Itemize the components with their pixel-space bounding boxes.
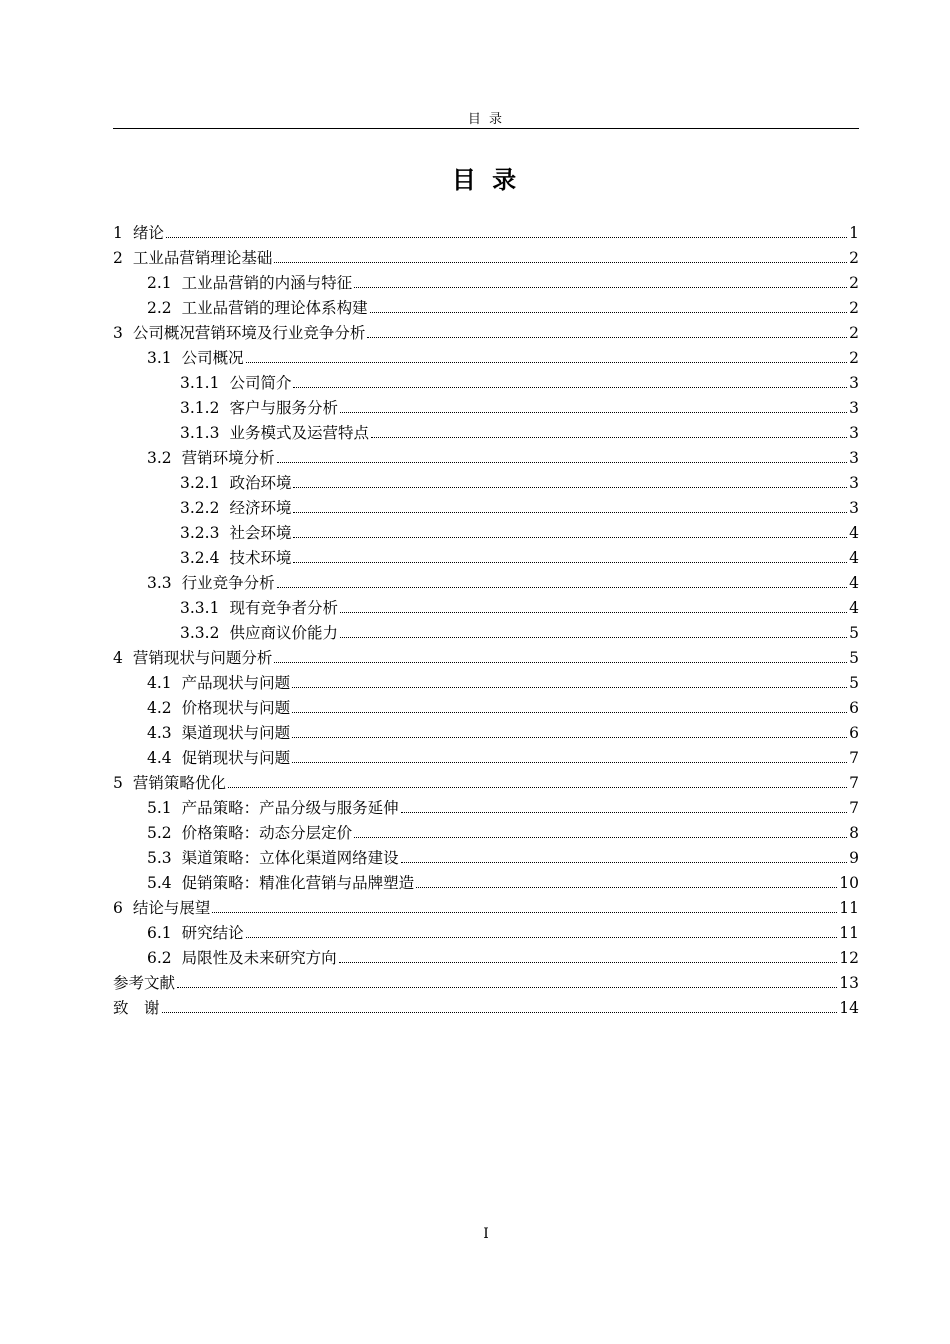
toc-entry-page: 4 <box>849 549 859 567</box>
toc-entry-page: 2 <box>849 249 859 267</box>
toc-entry[interactable] <box>113 993 859 1018</box>
dot-leader <box>246 937 838 938</box>
toc-entry-page: 5 <box>849 649 859 667</box>
toc-entry-number: 5.2 <box>147 824 172 842</box>
dot-leader <box>354 837 847 838</box>
toc-entry-number: 3.1 <box>147 349 172 367</box>
toc-entry-number: 3.2.3 <box>180 524 220 542</box>
toc-entry[interactable] <box>113 543 859 568</box>
toc-entry-number: 4 <box>113 649 123 667</box>
toc-entry-text <box>113 773 226 793</box>
toc-entry-title: 促销现状与问题 <box>181 749 291 767</box>
toc-entry-page: 5 <box>849 674 859 692</box>
toc-entry-page: 3 <box>849 399 859 417</box>
toc-entry-text <box>180 423 369 443</box>
page-number: I <box>483 1226 489 1242</box>
toc-entry-text <box>113 223 164 243</box>
toc-entry-text <box>147 573 275 593</box>
toc-entry[interactable] <box>113 293 859 318</box>
toc-entry-page: 4 <box>849 524 859 542</box>
dot-leader <box>293 512 847 513</box>
toc-entry-text <box>147 698 290 718</box>
toc-entry[interactable] <box>113 218 859 243</box>
toc-entry[interactable] <box>113 393 859 418</box>
toc-entry-page: 7 <box>849 749 859 767</box>
toc-entry-page: 4 <box>849 574 859 592</box>
toc-entry-page: 3 <box>849 499 859 517</box>
toc-entry-number: 5.3 <box>147 849 172 867</box>
toc-entry-text <box>147 673 290 693</box>
dot-leader <box>339 962 838 963</box>
dot-leader <box>246 362 847 363</box>
toc-entry-page: 5 <box>849 624 859 642</box>
toc-entry-page: 11 <box>839 924 859 942</box>
dot-leader <box>293 562 847 563</box>
toc-entry[interactable] <box>113 493 859 518</box>
toc-entry-page: 7 <box>849 774 859 792</box>
toc-entry-page: 2 <box>849 349 859 367</box>
dot-leader <box>292 687 847 688</box>
toc-entry-number: 3.2.4 <box>180 549 220 567</box>
toc-entry-page: 14 <box>839 999 859 1017</box>
toc-entry-number: 6.1 <box>147 924 172 942</box>
dot-leader <box>292 762 847 763</box>
toc-entry[interactable] <box>113 268 859 293</box>
toc-entry-number: 3.1.3 <box>180 424 220 442</box>
toc-entry-title: 渠道策略：立体化渠道网络建设 <box>181 849 399 867</box>
toc-entry-number: 4.1 <box>147 674 172 692</box>
toc-entry-page: 10 <box>839 874 859 892</box>
toc-entry-title: 研究结论 <box>181 924 244 942</box>
toc-entry-text <box>147 748 290 768</box>
toc-entry-text <box>147 923 244 943</box>
toc-entry[interactable] <box>113 718 859 743</box>
dot-leader <box>293 487 847 488</box>
toc-entry-text <box>113 898 210 918</box>
toc-entry-title: 公司概况营销环境及行业竞争分析 <box>132 324 366 342</box>
dot-leader <box>277 462 847 463</box>
toc-entry-page: 3 <box>849 424 859 442</box>
running-header: 目 录 <box>467 112 505 127</box>
toc-entry-title: 促销策略：精准化营销与品牌塑造 <box>181 874 415 892</box>
toc-entry[interactable] <box>113 918 859 943</box>
toc-entry-text <box>180 548 291 568</box>
toc-entry-number: 1 <box>113 224 123 242</box>
toc-entry-page: 2 <box>849 299 859 317</box>
toc-entry-text <box>147 298 368 318</box>
toc-entry-title: 社会环境 <box>229 524 292 542</box>
dot-leader <box>416 887 837 888</box>
toc-entry-title: 业务模式及运营特点 <box>229 424 369 442</box>
toc-entry-text <box>113 323 365 343</box>
toc-entry-title: 营销环境分析 <box>181 449 275 467</box>
toc-entry[interactable] <box>113 668 859 693</box>
dot-leader <box>292 737 847 738</box>
toc-entry-number: 6.2 <box>147 949 172 967</box>
toc-entry-text <box>147 723 290 743</box>
toc-entry-page: 6 <box>849 724 859 742</box>
toc-entry-title: 政治环境 <box>229 474 292 492</box>
toc-entry[interactable] <box>113 368 859 393</box>
toc-entry[interactable] <box>113 943 859 968</box>
toc-entry-page: 8 <box>849 824 859 842</box>
dot-leader <box>166 237 847 238</box>
toc-entry-title: 工业品营销理论基础 <box>132 249 273 267</box>
toc-entry-number: 3.3.1 <box>180 599 220 617</box>
toc-entry-title: 公司概况 <box>181 349 244 367</box>
toc-entry[interactable] <box>113 743 859 768</box>
dot-leader <box>274 662 847 663</box>
dot-leader <box>277 587 847 588</box>
toc-entry-page: 3 <box>849 449 859 467</box>
toc-entry-number: 5.1 <box>147 799 172 817</box>
toc-entry-number: 2.2 <box>147 299 172 317</box>
toc-entry-page: 12 <box>839 949 859 967</box>
toc-entry[interactable] <box>113 768 859 793</box>
toc-entry-number: 5.4 <box>147 874 172 892</box>
toc-entry-number: 4.2 <box>147 699 172 717</box>
dot-leader <box>293 387 847 388</box>
header-rule <box>113 128 859 129</box>
toc-entry-title: 致 谢 <box>113 999 160 1017</box>
toc-entry-page: 3 <box>849 474 859 492</box>
toc-entry[interactable] <box>113 593 859 618</box>
toc-entry-text <box>147 823 352 843</box>
toc-entry-text <box>147 798 399 818</box>
dot-leader <box>340 637 847 638</box>
toc-entry[interactable] <box>113 468 859 493</box>
dot-leader <box>354 287 847 288</box>
toc-entry-title: 绪论 <box>132 224 164 242</box>
toc-entry-text <box>113 648 272 668</box>
toc-entry[interactable] <box>113 643 859 668</box>
toc-entry-title: 产品现状与问题 <box>181 674 291 692</box>
toc-entry-number: 3.3.2 <box>180 624 220 642</box>
toc-entry-title: 客户与服务分析 <box>229 399 338 417</box>
toc-entry-page: 6 <box>849 699 859 717</box>
toc-entry-title: 营销策略优化 <box>132 774 226 792</box>
dot-leader <box>212 912 837 913</box>
dot-leader <box>162 1012 838 1013</box>
toc-entry-text <box>113 998 160 1018</box>
toc-entry[interactable] <box>113 343 859 368</box>
toc-entry-title: 营销现状与问题分析 <box>132 649 273 667</box>
toc-entry[interactable] <box>113 968 859 993</box>
toc-entry-page: 9 <box>849 849 859 867</box>
toc-entry[interactable] <box>113 243 859 268</box>
toc-entry-number: 3 <box>113 324 123 342</box>
toc-entry-title: 工业品营销的理论体系构建 <box>181 299 368 317</box>
toc-entry-text <box>180 398 338 418</box>
table-of-contents <box>113 218 859 1018</box>
dot-leader <box>340 412 847 413</box>
dot-leader <box>292 712 847 713</box>
dot-leader <box>371 437 847 438</box>
dot-leader <box>401 862 847 863</box>
toc-entry-number: 2 <box>113 249 123 267</box>
toc-entry-title: 结论与展望 <box>132 899 211 917</box>
toc-entry-number: 3.3 <box>147 574 172 592</box>
dot-leader <box>177 987 837 988</box>
dot-leader <box>367 337 847 338</box>
toc-entry-text <box>147 348 244 368</box>
toc-entry-number: 3.2.1 <box>180 474 220 492</box>
toc-entry[interactable] <box>113 418 859 443</box>
toc-entry[interactable] <box>113 518 859 543</box>
toc-entry[interactable] <box>113 618 859 643</box>
toc-entry-number: 3.2.2 <box>180 499 220 517</box>
toc-entry-title: 技术环境 <box>229 549 292 567</box>
toc-entry[interactable] <box>113 818 859 843</box>
toc-entry-title: 产品策略：产品分级与服务延伸 <box>181 799 399 817</box>
toc-entry[interactable] <box>113 893 859 918</box>
toc-entry-title: 渠道现状与问题 <box>181 724 291 742</box>
toc-entry-text <box>147 948 337 968</box>
toc-entry-number: 3.1.1 <box>180 374 220 392</box>
toc-entry[interactable] <box>113 568 859 593</box>
toc-entry-page: 13 <box>839 974 859 992</box>
toc-entry-text <box>147 273 352 293</box>
toc-entry-title: 行业竞争分析 <box>181 574 275 592</box>
dot-leader <box>293 537 847 538</box>
toc-entry-title: 工业品营销的内涵与特征 <box>181 274 353 292</box>
toc-entry-number: 4.4 <box>147 749 172 767</box>
toc-entry-text <box>147 848 399 868</box>
toc-entry-text <box>113 248 272 268</box>
toc-entry-text <box>147 873 414 893</box>
toc-entry[interactable] <box>113 318 859 343</box>
toc-entry-text <box>180 523 291 543</box>
toc-entry-number: 3.1.2 <box>180 399 220 417</box>
toc-entry-title: 经济环境 <box>229 499 292 517</box>
toc-entry-title: 参考文献 <box>113 974 176 992</box>
toc-entry[interactable] <box>113 793 859 818</box>
toc-entry-text <box>147 448 275 468</box>
toc-entry-page: 4 <box>849 599 859 617</box>
dot-leader <box>228 787 847 788</box>
toc-entry-page: 1 <box>849 224 859 242</box>
toc-entry-text <box>180 598 338 618</box>
toc-entry-number: 6 <box>113 899 123 917</box>
toc-entry-page: 11 <box>839 899 859 917</box>
toc-entry-title: 局限性及未来研究方向 <box>181 949 337 967</box>
dot-leader <box>401 812 847 813</box>
page-title: 目 录 <box>451 166 521 194</box>
toc-entry-number: 4.3 <box>147 724 172 742</box>
toc-entry-number: 5 <box>113 774 123 792</box>
toc-entry[interactable] <box>113 843 859 868</box>
toc-entry-title: 公司简介 <box>229 374 292 392</box>
toc-entry-title: 现有竞争者分析 <box>229 599 338 617</box>
toc-entry-text <box>180 623 338 643</box>
toc-entry-text <box>180 473 291 493</box>
toc-entry-number: 2.1 <box>147 274 172 292</box>
toc-entry-page: 2 <box>849 324 859 342</box>
toc-entry-title: 价格现状与问题 <box>181 699 291 717</box>
toc-entry-title: 供应商议价能力 <box>229 624 338 642</box>
toc-entry-page: 7 <box>849 799 859 817</box>
toc-entry[interactable] <box>113 443 859 468</box>
toc-entry-text <box>180 373 291 393</box>
toc-entry-page: 2 <box>849 274 859 292</box>
toc-entry-text <box>113 973 175 993</box>
toc-entry-title: 价格策略：动态分层定价 <box>181 824 353 842</box>
dot-leader <box>370 312 847 313</box>
toc-entry[interactable] <box>113 693 859 718</box>
toc-entry-text <box>180 498 291 518</box>
toc-entry[interactable] <box>113 868 859 893</box>
dot-leader <box>274 262 847 263</box>
toc-entry-page: 3 <box>849 374 859 392</box>
toc-entry-number: 3.2 <box>147 449 172 467</box>
dot-leader <box>340 612 847 613</box>
